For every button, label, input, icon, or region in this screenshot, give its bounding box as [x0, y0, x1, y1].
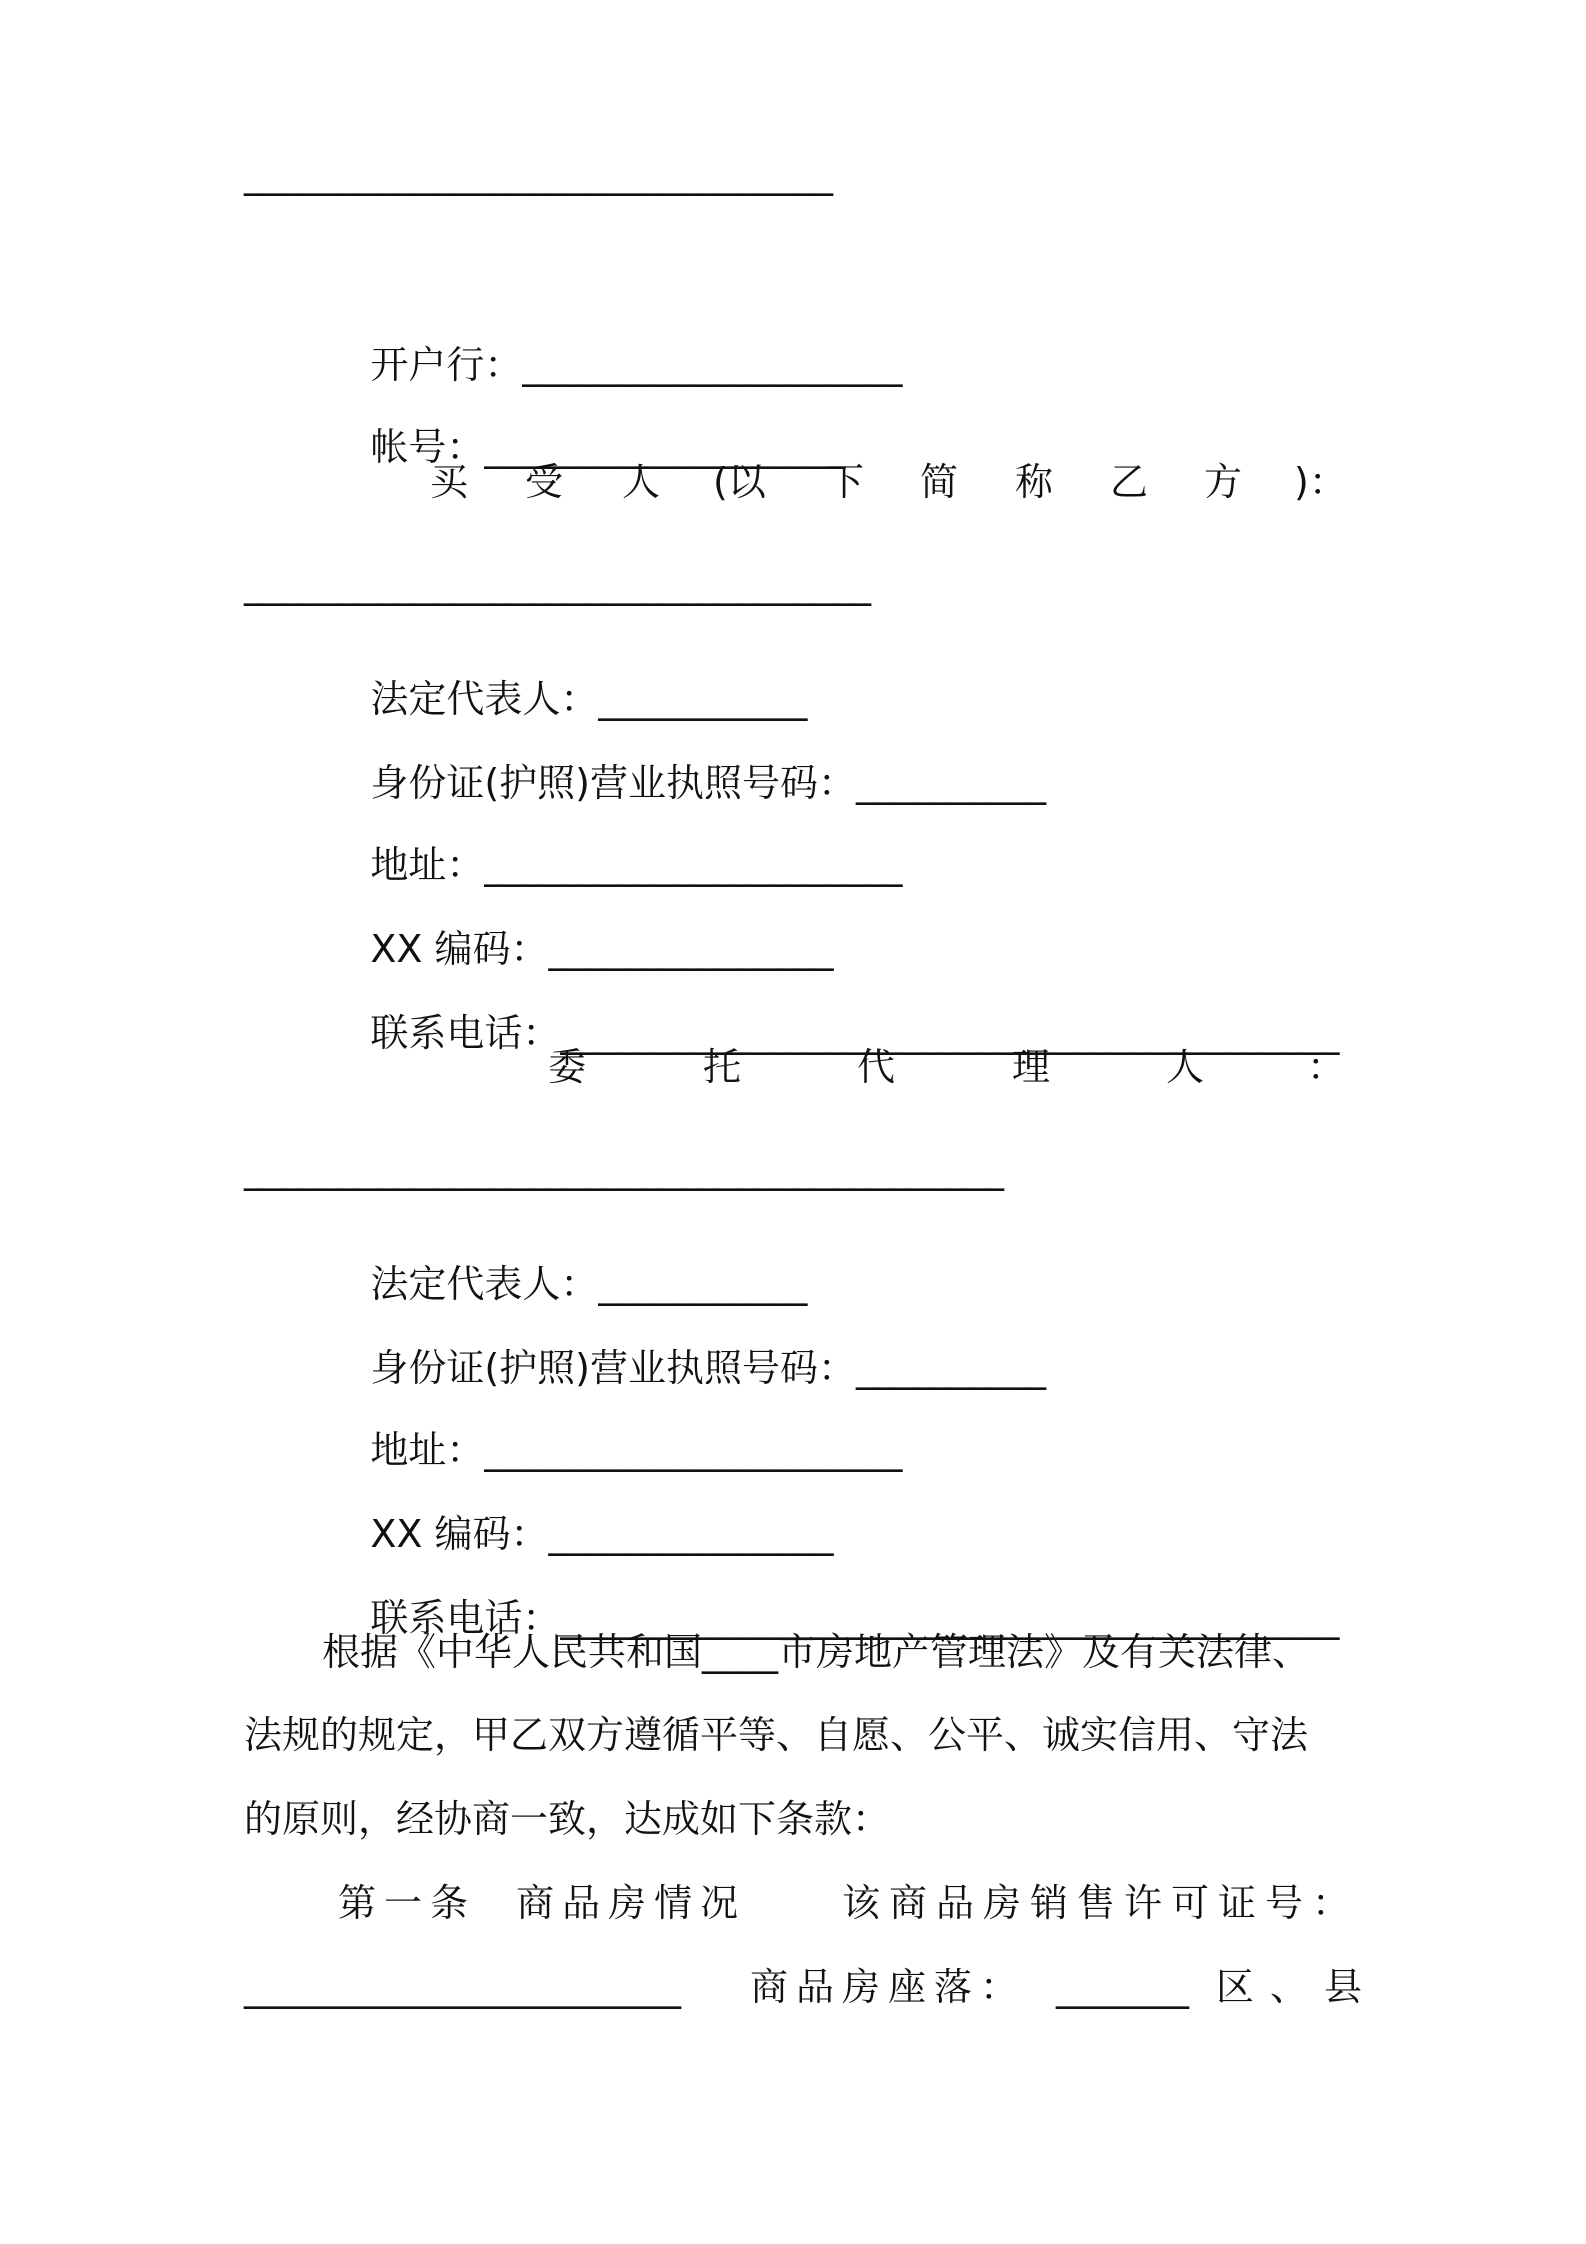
- buyer-code-field: [322, 877, 834, 971]
- buyer-code-blank: _______________: [548, 927, 834, 971]
- buyer-title-char: 人: [622, 460, 661, 504]
- agent-address-label: 地址：: [370, 1428, 485, 1472]
- agent-phone-label: 联系电话：: [370, 1596, 561, 1640]
- buyer-legal-rep-label: 法定代表人：: [370, 677, 599, 721]
- buyer-code-label: XX 编码：: [370, 927, 549, 971]
- preamble-line-2: 法规的规定，甲乙双方遵循平等、自愿、公平、诚实信用、守法: [244, 1713, 1309, 1757]
- account-blank: ___________________: [484, 425, 846, 469]
- buyer-legal-rep-field: [322, 627, 808, 721]
- agent-code-field: [322, 1462, 834, 1556]
- buyer-id-label: 身份证(护照)营业执照号码：: [370, 761, 856, 805]
- buyer-address-label: 地址：: [370, 843, 485, 887]
- buyer-title: [0, 458, 1586, 506]
- buyer-id-blank: __________: [855, 761, 1046, 805]
- agent-id-label: 身份证(护照)营业执照号码：: [370, 1346, 856, 1390]
- buyer-title-char: 称: [1015, 460, 1054, 504]
- preamble-line-3: 的原则，经协商一致，达成如下条款：: [244, 1797, 891, 1841]
- agent-address-blank: ______________________: [484, 1428, 903, 1472]
- agent-title-char: 人: [1166, 1045, 1205, 1089]
- bank-field: [322, 293, 903, 387]
- agent-title-char: 代: [857, 1045, 896, 1089]
- agent-title-char: ：: [1307, 1045, 1346, 1089]
- agent-phone-blank: _________________________________________: [560, 1596, 1340, 1640]
- buyer-address-field: [322, 793, 903, 887]
- article1-license-blank: _______________________: [244, 1965, 681, 2009]
- agent-id-blank: __________: [855, 1346, 1046, 1390]
- agent-title-char: 托: [703, 1045, 742, 1089]
- bank-label: 开户行：: [370, 343, 523, 387]
- buyer-title-char: (以: [713, 460, 766, 504]
- agent-legal-rep-field: [322, 1212, 808, 1306]
- buyer-phone-label: 联系电话：: [370, 1011, 561, 1055]
- bank-blank: ____________________: [522, 343, 903, 387]
- buyer-legal-rep-blank: ___________: [598, 677, 808, 721]
- buyer-address-blank: ______________________: [484, 843, 903, 887]
- agent-id-field: [322, 1296, 1046, 1390]
- buyer-id-field: [322, 711, 1046, 805]
- seller-info-blank: _______________________________: [244, 152, 833, 196]
- agent-legal-rep-blank: ___________: [598, 1262, 808, 1306]
- buyer-title-char: 乙: [1110, 460, 1149, 504]
- agent-title-char: 理: [1012, 1045, 1051, 1089]
- buyer-title-char: 买: [430, 460, 469, 504]
- buyer-name-blank: _________________________________: [244, 562, 871, 606]
- buyer-title-char: )：: [1294, 460, 1347, 504]
- agent-title-char: 委: [548, 1045, 587, 1089]
- agent-name-blank: ________________________________________: [244, 1147, 1004, 1191]
- buyer-phone-field: [322, 961, 1340, 1055]
- article1-heading: 第一条 商品房情况: [338, 1881, 747, 1925]
- article1-location-label: 商品房座落：: [750, 1965, 1027, 2009]
- buyer-title-char: 方: [1204, 460, 1243, 504]
- agent-legal-rep-label: 法定代表人：: [370, 1262, 599, 1306]
- agent-code-blank: _______________: [548, 1512, 834, 1556]
- agent-title: [0, 1043, 1586, 1091]
- buyer-title-char: 受: [525, 460, 564, 504]
- agent-phone-field: [322, 1546, 1340, 1640]
- buyer-title-char: 下: [826, 460, 865, 504]
- preamble-line-1: 根据《中华人民共和国____市房地产管理法》及有关法律、: [322, 1630, 1311, 1674]
- agent-code-label: XX 编码：: [370, 1512, 549, 1556]
- buyer-phone-blank: _________________________________________: [560, 1011, 1340, 1055]
- account-label: 帐号：: [370, 425, 485, 469]
- article1-location-suffix: 区、县: [1216, 1965, 1379, 2009]
- article1-license-label: 该商品房销售许可证号：: [842, 1881, 1360, 1925]
- account-field: [322, 375, 846, 469]
- agent-address-field: [322, 1378, 903, 1472]
- buyer-title-char: 简: [920, 460, 959, 504]
- article1-location-blank: _______: [1056, 1965, 1189, 2009]
